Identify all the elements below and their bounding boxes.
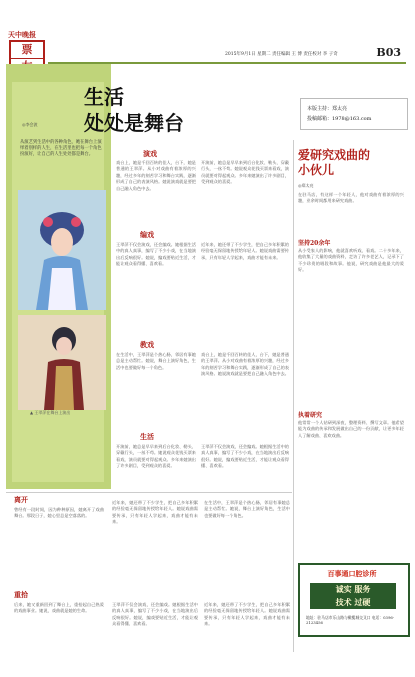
article-col-6: 戏台上，她是千回百转的佳人，台下，她是普通的王翠萍。从小对戏曲有着浓厚的兴趣，经过多年的刻苦学习和舞台实践，逐渐形成了自己的表演风格。她说演戏就是要把自己融入角色中去。	[201, 352, 289, 377]
sidebar-body-2: 他常常一个人钻研到深夜，整理资料、撰写文章。他希望能为戏曲的传承和发展做出自己的一份贡献，让更多年轻人了解戏曲、喜欢戏曲。	[298, 420, 404, 438]
photo-caption: ▲ 王翠萍在舞台上演出	[30, 410, 71, 415]
subhead-acting: 演戏	[143, 149, 157, 158]
section-char-1: 票	[21, 43, 33, 56]
column-divider	[293, 140, 294, 652]
dateline: 2015年9月1日 星期二 责任编辑 王 博 责任校对 李 子奇	[225, 52, 338, 57]
opera-performer-photos	[18, 190, 106, 410]
subhead-leaving: 离开	[14, 495, 28, 504]
feature-intro: 从演艺到生活中的各种角色，她在舞台上演绎着别样的人生，在生活里也把每一个角色扮演好，让自己的人生处处都是舞台。	[20, 140, 102, 158]
clinic-advertisement	[298, 563, 410, 637]
subhead-writing: 编戏	[140, 230, 154, 239]
ad-title: 百事通口腔诊所	[327, 569, 377, 578]
ad-contact: 地址：驻马店市乐山路与橄榄城交叉口 电话：0396-2123456	[306, 615, 395, 625]
sidebar-title-line-2: 小伙儿	[298, 163, 335, 177]
sidebar-subhead-2: 执着研究	[298, 412, 323, 419]
ad-slogan-2: 技术 过硬	[335, 597, 371, 607]
sidebar-byline: ◎郑太亮	[298, 183, 314, 188]
article-col-3: 王翠萍不仅会演戏，还会编戏。她根据生活中的真人真事，编写了不少小戏，在当地演出后反响很好。她说，编戏要贴近生活，才能让观众看得懂、喜欢看。	[116, 242, 196, 267]
article-col-2: 开演前，她总是早早来到后台化妆、勒头、穿戴行头，一丝不苟。她说观众花钱买票来看戏，演员就要对得起观众。多年来她演出了许多剧目，受到观众的喜爱。	[201, 160, 289, 185]
newspaper-name: 天中晚报	[8, 30, 36, 39]
bottom-col-5: 王翠萍不仅会演戏，还会编戏。她根据生活中的真人真事，编写了不少小戏，在当地演出后反响很好。她说，编戏要贴近生活，才能让观众看得懂、喜欢看。	[112, 602, 198, 627]
subhead-teaching: 教戏	[140, 340, 154, 349]
bottom-divider	[6, 492, 292, 493]
sidebar-lead: 在驻马店，有这样一个年轻人，他对戏曲有着浓厚的兴趣，业余时间都用来研究戏曲。	[298, 192, 404, 204]
ad-slogan-1: 诚实 服务	[335, 584, 371, 594]
article-col-7: 开演前，她总是早早来到后台化妆、勒头、穿戴行头，一丝不苟。她说观众花钱买票来看戏，演员就要对得起观众。多年来她演出了许多剧目，受到观众的喜爱。	[116, 444, 196, 469]
article-col-1: 戏台上，她是千回百转的佳人，台下，她是普通的王翠萍。从小对戏曲有着浓厚的兴趣，经过多年的刻苦学习和舞台实践，逐渐形成了自己的表演风格。她说演戏就是要把自己融入角色中去。	[116, 160, 196, 191]
headline-line-2: 处处是舞台	[84, 111, 184, 135]
article-col-5: 在生活中，王翠萍是个热心肠，邻居有事她总是主动帮忙。她说，舞台上演好角色，生活中也要做好每一个角色。	[116, 352, 196, 370]
sidebar-body-1: 从小受家人的影响，他就喜欢听戏、看戏。二十多年来，他收集了大量的戏曲资料，走访了许多老艺人，记录下了不少珍贵的唱段和故事。他说，研究戏曲是他最大的爱好。	[298, 248, 404, 273]
bottom-col-4: 后来，她又重新回到了舞台上，重拾起自己热爱的戏曲事业。她说，戏曲就是她的生命。	[14, 602, 104, 614]
article-col-4: 近年来，她还带了不少学生，把自己多年积累的经验毫无保留地传授给年轻人。她说戏曲需要传承，只有年轻人学起来，戏曲才能有未来。	[201, 242, 289, 260]
feature-headline	[84, 84, 184, 136]
subhead-life: 生活	[140, 432, 154, 441]
editor-card	[300, 98, 408, 130]
ad-slogan-box	[310, 583, 396, 609]
editor-email: 投稿邮箱：1978@163.com	[307, 116, 372, 122]
sidebar-title-line-1: 爱研究戏曲的	[298, 148, 371, 162]
bottom-col-1: 曾经有一段时间，因为种种原因，她离开了戏曲舞台。那段日子，她心里总是空落落的。	[14, 507, 104, 519]
subhead-return: 重拾	[14, 590, 28, 599]
article-col-8: 王翠萍不仅会演戏，还会编戏。她根据生活中的真人真事，编写了不少小戏，在当地演出后反响很好。她说，编戏要贴近生活，才能让观众看得懂、喜欢看。	[201, 444, 289, 469]
sidebar-title	[298, 148, 370, 178]
page-number: B03	[376, 46, 401, 59]
bottom-col-3: 在生活中，王翠萍是个热心肠，邻居有事她总是主动帮忙。她说，舞台上演好角色，生活中也要做好每一个角色。	[204, 500, 290, 518]
headline-line-1: 生活	[84, 85, 124, 109]
photo-credit: ◎李会波	[22, 122, 38, 127]
editor-name: 本版主持：郑太亮	[307, 106, 348, 112]
sidebar-subhead-1: 坚持20余年	[298, 240, 331, 247]
bottom-col-6: 近年来，她还带了不少学生，把自己多年积累的经验毫无保留地传授给年轻人。她说戏曲需要传承，只有年轻人学起来，戏曲才能有未来。	[204, 602, 290, 627]
bottom-col-2: 近年来，她还带了不少学生，把自己多年积累的经验毫无保留地传授给年轻人。她说戏曲需要传承，只有年轻人学起来，戏曲才能有未来。	[112, 500, 198, 525]
